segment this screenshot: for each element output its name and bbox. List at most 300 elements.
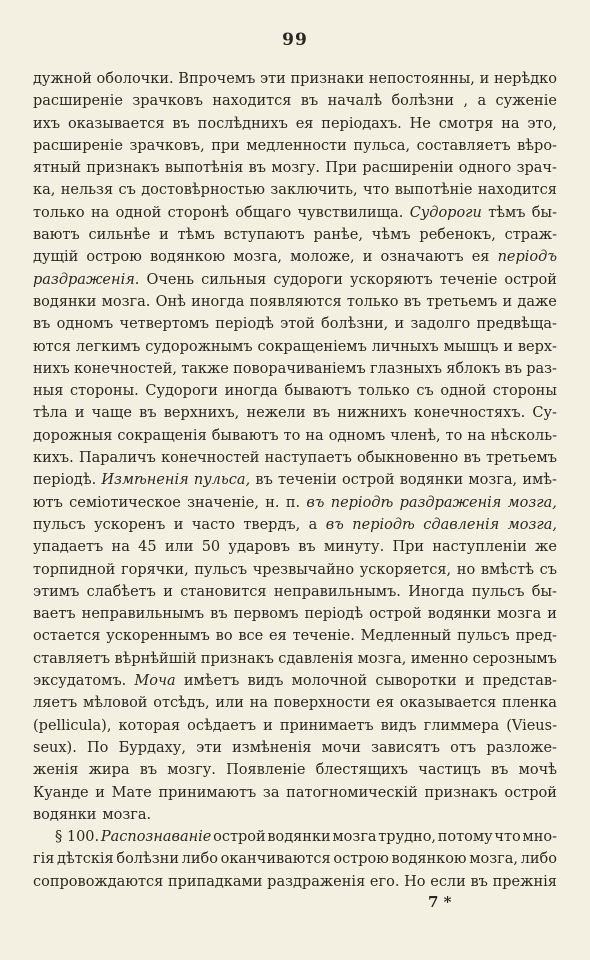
word: Судороги xyxy=(409,204,482,221)
word: расширеніе xyxy=(33,93,123,110)
word: расширеніи xyxy=(362,160,454,177)
word: нихъ xyxy=(33,360,70,377)
word: находится xyxy=(212,93,292,110)
word: отъ xyxy=(450,739,477,756)
word: въ xyxy=(139,762,158,779)
text-line xyxy=(33,291,557,313)
word: все xyxy=(238,628,264,645)
word: періодѣ xyxy=(330,494,394,511)
word: видъ xyxy=(380,717,417,734)
word: конечностей, xyxy=(73,360,177,377)
word: яблокъ xyxy=(446,360,501,377)
word: чрезвычайно xyxy=(252,561,355,578)
word: зрачковъ xyxy=(132,93,203,110)
word: неправильнымъ. xyxy=(273,583,401,600)
word: При xyxy=(325,160,358,177)
word: въ xyxy=(491,762,509,779)
word: мозга, xyxy=(507,516,557,533)
word: дущій xyxy=(33,249,79,266)
word: вмѣстѣ xyxy=(480,561,534,578)
text-line xyxy=(33,90,557,112)
text-line xyxy=(33,692,557,714)
word: въ xyxy=(255,472,273,489)
text-line xyxy=(33,179,557,201)
word: также xyxy=(181,360,229,377)
word: мочѣ xyxy=(518,762,557,779)
word: выпотѣніе xyxy=(394,182,473,199)
word: признакъ xyxy=(424,784,498,801)
word: семіотическое xyxy=(69,494,181,511)
word: суженіе xyxy=(495,93,557,110)
word: то xyxy=(283,427,301,444)
word: сокращеніемъ xyxy=(257,338,367,355)
word: остается xyxy=(33,628,101,645)
word: По xyxy=(87,739,109,756)
word: въ xyxy=(139,405,157,422)
word: иногда xyxy=(191,293,245,310)
word: тѣмъ xyxy=(488,204,526,221)
text-line xyxy=(33,514,557,536)
word: сдавленія xyxy=(278,650,354,667)
word: а xyxy=(477,93,487,110)
word: Судороги xyxy=(145,383,218,400)
word: теченіе xyxy=(439,271,498,288)
word: пред- xyxy=(515,628,557,645)
word: часто xyxy=(191,516,235,533)
word: пленка xyxy=(502,695,557,712)
word: ваетъ xyxy=(33,606,76,623)
text-line xyxy=(33,492,557,514)
word: мочи xyxy=(321,739,361,756)
word: болѣзни xyxy=(116,851,179,868)
word: зрач- xyxy=(516,160,557,177)
word: третьемъ xyxy=(486,450,557,467)
word: ускореннымъ xyxy=(106,628,210,645)
word: то xyxy=(445,427,463,444)
word: оказывается xyxy=(67,115,165,132)
word: задолго xyxy=(410,316,471,333)
word: потому xyxy=(437,829,493,845)
word: верх- xyxy=(517,338,557,355)
word: и xyxy=(74,405,85,422)
word: При xyxy=(392,539,425,556)
word: съ xyxy=(118,182,136,199)
word: ка, xyxy=(33,182,56,199)
word: именно xyxy=(410,650,469,667)
word: 45 xyxy=(138,539,157,556)
word: нельзя xyxy=(60,182,114,199)
word: бы- xyxy=(531,583,557,600)
word: и xyxy=(479,71,490,87)
word: заключить, xyxy=(270,182,358,199)
word: наступаетъ xyxy=(264,450,352,467)
word: медленности xyxy=(246,137,347,154)
word: верхнихъ, xyxy=(163,405,240,422)
word: оказывается xyxy=(399,695,497,712)
word: сдавленія xyxy=(423,516,500,533)
word: появляются xyxy=(249,293,342,310)
word: и xyxy=(95,784,105,801)
word: упадаетъ xyxy=(33,539,104,556)
text-line xyxy=(33,782,557,804)
word: предвѣща- xyxy=(476,316,557,333)
word: Мате xyxy=(111,784,152,801)
word: эксудатомъ. xyxy=(33,673,127,690)
text-line xyxy=(33,336,557,358)
word: водянкою xyxy=(150,249,226,266)
word: либо xyxy=(181,851,218,868)
text-line xyxy=(33,157,557,179)
word: женія xyxy=(33,762,79,779)
word: Не xyxy=(409,115,431,132)
word: или xyxy=(164,539,194,556)
word: ставляетъ xyxy=(33,650,111,667)
word: общаго xyxy=(235,204,292,221)
text-line xyxy=(33,670,557,692)
word: видъ xyxy=(247,673,284,690)
text-line xyxy=(33,68,557,90)
word: въ xyxy=(210,606,228,623)
text-line xyxy=(33,603,557,625)
word: Онѣ xyxy=(155,293,186,310)
word: сыворотки xyxy=(375,673,457,690)
word: раздраженія. xyxy=(33,271,140,288)
page-number: 99 xyxy=(282,30,308,50)
word: и xyxy=(263,717,273,734)
text-line xyxy=(33,848,557,870)
word: ея xyxy=(376,695,395,712)
word: § 100. xyxy=(55,829,100,845)
word: одномъ xyxy=(56,316,114,333)
word: на xyxy=(111,539,130,556)
word: ляетъ xyxy=(33,695,78,712)
word: острой xyxy=(504,271,557,288)
word: моложе, xyxy=(290,249,355,266)
word: на xyxy=(467,427,486,444)
word: Впрочемъ xyxy=(178,71,256,87)
text-line xyxy=(33,269,557,291)
text-line xyxy=(33,469,557,491)
word: періодѣ xyxy=(352,516,415,533)
word: при xyxy=(211,137,240,154)
word: измѣненія xyxy=(232,739,312,756)
word: дѣтскія xyxy=(57,851,114,868)
word: принимаютъ xyxy=(158,784,257,801)
word: раз- xyxy=(526,360,557,377)
text-line xyxy=(33,536,557,558)
word: ятный xyxy=(33,160,82,177)
word: вступаютъ xyxy=(223,227,305,244)
word: признакъ xyxy=(200,650,274,667)
section-100-paragraph xyxy=(33,826,557,893)
word: ранѣе, xyxy=(313,227,363,244)
word: судороги xyxy=(273,271,343,288)
word: сторонѣ xyxy=(167,204,229,221)
word: этой xyxy=(280,316,315,333)
word: пульсъ xyxy=(457,628,510,645)
word: мозга. xyxy=(102,806,152,823)
word: мозга. xyxy=(101,293,151,310)
word: ваютъ xyxy=(33,227,80,244)
word: 50 xyxy=(201,539,221,556)
word: же xyxy=(535,539,557,556)
word: въ xyxy=(172,115,190,132)
text-line xyxy=(33,246,557,268)
word: Очень xyxy=(146,271,195,288)
word: съ xyxy=(539,561,557,578)
word: непостоянны, xyxy=(368,71,475,87)
word: судорожнымъ xyxy=(145,338,253,355)
word: нежели xyxy=(246,405,306,422)
word: (Vieus- xyxy=(506,717,557,734)
word: въ xyxy=(300,93,319,110)
word: ея xyxy=(295,115,314,132)
word: раздраженія xyxy=(399,494,502,511)
word: Параличъ xyxy=(78,450,156,467)
word: водянки xyxy=(33,293,97,310)
word: страж- xyxy=(504,227,557,244)
word: ускоренъ xyxy=(94,516,166,533)
word: имѣ- xyxy=(522,472,557,489)
word: либо xyxy=(520,851,557,868)
word: горячки, xyxy=(121,561,189,578)
text-line xyxy=(33,113,557,135)
word: водянки xyxy=(33,806,97,823)
word: эти xyxy=(260,71,286,87)
text-line xyxy=(33,425,557,447)
word: водянки xyxy=(427,606,492,623)
word: становится xyxy=(180,583,267,600)
word: мозгу. xyxy=(271,160,321,177)
word: послѣднихъ xyxy=(197,115,288,132)
word: ударовъ xyxy=(228,539,290,556)
word: разложе- xyxy=(486,739,557,756)
word: оболочки. xyxy=(96,71,174,87)
text-line xyxy=(33,559,557,581)
word: Распознаваніе xyxy=(100,829,212,845)
word: въ xyxy=(470,873,488,890)
word: смотря xyxy=(438,115,494,132)
word: и xyxy=(547,606,557,623)
word: четвертомъ xyxy=(119,316,209,333)
word: Измѣненія xyxy=(101,472,189,489)
word: оканчиваются xyxy=(220,851,331,868)
word: осѣдаетъ xyxy=(187,717,257,734)
word: на xyxy=(501,115,520,132)
word: ютъ xyxy=(33,494,63,511)
word: seux). xyxy=(33,739,77,756)
word: сокращенія xyxy=(117,427,207,444)
word: прежнія xyxy=(492,873,557,890)
word: конечностяхъ. xyxy=(413,405,526,422)
text-line xyxy=(33,737,557,759)
word: легкимъ xyxy=(75,338,141,355)
word: торпидной xyxy=(33,561,116,578)
word: третьемъ xyxy=(426,293,498,310)
word: имѣетъ xyxy=(183,673,240,690)
word: означаютъ xyxy=(380,249,464,266)
word: конечностей xyxy=(161,450,260,467)
word: расширеніе xyxy=(33,137,123,154)
word: въ xyxy=(325,516,344,533)
word: чувствилища. xyxy=(297,204,404,221)
word: н. xyxy=(265,494,280,511)
word: періодъ xyxy=(497,249,557,266)
word: трудно, xyxy=(378,829,437,845)
word: Моча xyxy=(134,673,176,690)
body-paragraph xyxy=(33,68,557,826)
word: пульса, xyxy=(353,137,411,154)
word: признакъ xyxy=(86,160,160,177)
word: ускоряется, xyxy=(359,561,452,578)
word: жира xyxy=(88,762,130,779)
text-line xyxy=(33,447,557,469)
word: на xyxy=(90,204,110,221)
text-line xyxy=(33,224,557,246)
word: теченіи xyxy=(278,472,337,489)
word: иногда xyxy=(224,383,278,400)
text-line xyxy=(33,648,557,670)
word: ея xyxy=(269,628,287,645)
word: и xyxy=(173,516,184,533)
word: острою xyxy=(333,851,389,868)
text-line xyxy=(33,380,557,402)
word: нѣсколь- xyxy=(490,427,557,444)
text-line xyxy=(33,135,557,157)
word: мозга, xyxy=(233,249,282,266)
word: острой xyxy=(341,472,395,489)
word: зрачковъ, xyxy=(129,137,205,154)
word: принимаетъ xyxy=(279,717,374,734)
word: мозга, xyxy=(468,472,518,489)
word: нижнихъ xyxy=(337,405,407,422)
word: обыкновенно xyxy=(357,450,459,467)
word: одной xyxy=(115,204,162,221)
word: молочной xyxy=(291,673,368,690)
word: и xyxy=(159,227,169,244)
word: серознымъ xyxy=(472,650,557,667)
word: Бурдаху, xyxy=(118,739,186,756)
word: въ xyxy=(248,160,267,177)
word: острой xyxy=(504,784,557,801)
word: припадками xyxy=(167,873,263,890)
word: Медленный xyxy=(360,628,452,645)
word: бываютъ xyxy=(284,383,352,400)
word: ются xyxy=(33,338,71,355)
word: болѣзни, xyxy=(320,316,389,333)
word: мозга xyxy=(497,606,542,623)
word: мышцъ xyxy=(443,338,499,355)
word: пульса, xyxy=(193,472,251,489)
word: (pellicula), xyxy=(33,717,112,734)
word: періодѣ xyxy=(215,316,274,333)
word: пульсъ xyxy=(194,561,248,578)
word: раздраженія xyxy=(267,873,366,890)
text-line xyxy=(33,313,557,335)
word: которая xyxy=(118,717,181,734)
word: теченіе. xyxy=(292,628,355,645)
text-line xyxy=(33,625,557,647)
word: мозга, xyxy=(507,494,557,511)
word: сильнѣе xyxy=(88,227,151,244)
word: поверхности xyxy=(273,695,371,712)
word: въ xyxy=(403,293,422,310)
word: Но xyxy=(404,873,426,890)
word: ускоряютъ xyxy=(349,271,433,288)
word: чаще xyxy=(91,405,132,422)
text-line xyxy=(33,871,557,893)
word: и xyxy=(362,249,373,266)
word: водянки xyxy=(267,829,331,845)
word: мозгу. xyxy=(167,762,216,779)
word: въ xyxy=(463,450,481,467)
word: патогномическій xyxy=(286,784,418,801)
word: неправильнымъ xyxy=(81,606,205,623)
word: періодѣ. xyxy=(33,472,97,489)
word: въ xyxy=(312,405,331,422)
word: началѣ xyxy=(327,93,383,110)
word: Появленіе xyxy=(226,762,306,779)
word: или xyxy=(215,695,244,712)
word: мѣловой xyxy=(82,695,148,712)
word: наступленіи xyxy=(432,539,527,556)
word: на xyxy=(249,695,268,712)
word: достовѣрностью xyxy=(141,182,266,199)
word: выпотѣнія xyxy=(164,160,244,177)
word: составляетъ xyxy=(416,137,511,154)
word: Су- xyxy=(532,405,557,422)
text-line xyxy=(33,759,557,781)
word: и xyxy=(502,293,513,310)
word: Куанде xyxy=(33,784,89,801)
word: чѣмъ xyxy=(371,227,411,244)
word: представ- xyxy=(482,673,557,690)
word: одного xyxy=(458,160,512,177)
word: водянкою xyxy=(391,851,467,868)
word: пульсъ xyxy=(33,516,86,533)
word: что xyxy=(363,182,390,199)
word: , xyxy=(463,93,469,110)
word: тѣла xyxy=(33,405,68,422)
word: что xyxy=(494,829,521,845)
word: въ xyxy=(504,360,522,377)
word: нерѣдко xyxy=(493,71,557,87)
word: его. xyxy=(369,873,400,890)
word: а xyxy=(308,516,318,533)
word: одномъ xyxy=(328,427,386,444)
word: и xyxy=(163,583,173,600)
word: пульсъ xyxy=(471,583,525,600)
word: періодѣ xyxy=(304,606,364,623)
word: даже xyxy=(517,293,557,310)
word: значеніе, xyxy=(187,494,259,511)
word: слабѣетъ xyxy=(86,583,156,600)
word: въ xyxy=(306,494,325,511)
word: вѣро- xyxy=(517,137,557,154)
word: острой xyxy=(369,606,422,623)
word: за xyxy=(262,784,280,801)
word: острой xyxy=(213,829,266,845)
word: только xyxy=(346,293,399,310)
word: водянки xyxy=(399,472,464,489)
word: во xyxy=(215,628,233,645)
word: стороны. xyxy=(70,383,139,400)
word: находится xyxy=(477,182,557,199)
text-line xyxy=(33,715,557,737)
word: отсѣдъ, xyxy=(153,695,210,712)
text-line xyxy=(33,804,557,826)
word: поворачиваніемъ xyxy=(233,360,366,377)
